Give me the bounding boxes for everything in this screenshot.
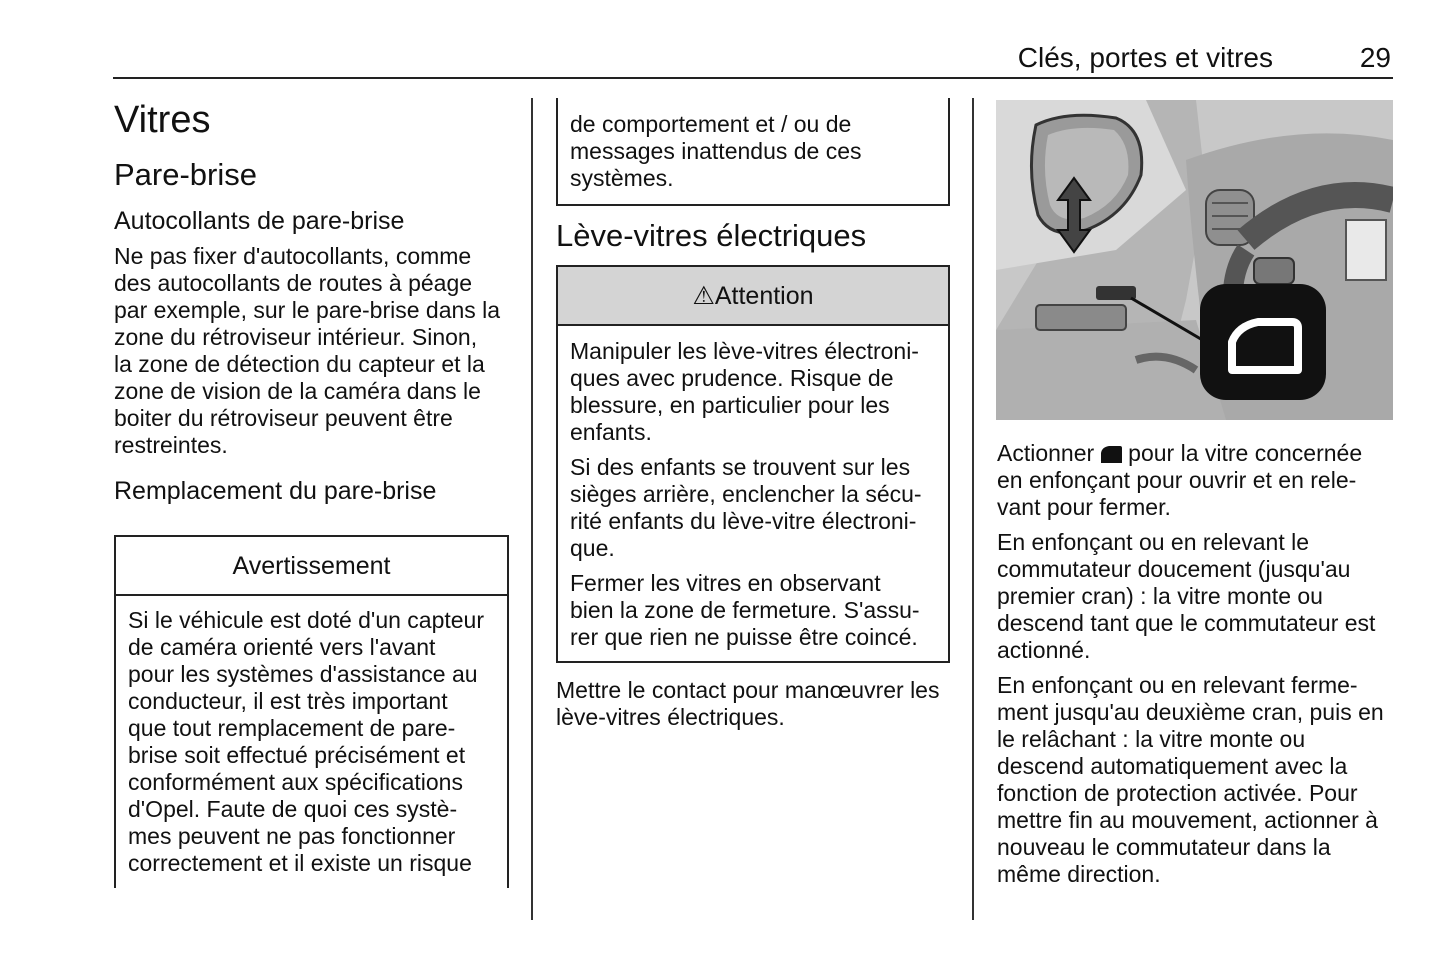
text-line: ment jusqu'au deuxième cran, puis en xyxy=(997,699,1384,725)
text-line: conformément aux spécifications xyxy=(128,769,463,795)
text-line: premier cran) : la vitre monte ou xyxy=(997,583,1323,609)
text-line: d'Opel. Faute de quoi ces systè- xyxy=(128,796,458,822)
chapter-title: Clés, portes et vitres xyxy=(1017,42,1273,73)
text-line: Manipuler les lève-vitres électroni- xyxy=(570,338,919,364)
paragraph-switch-operation xyxy=(997,440,1393,521)
power-windows-heading: Lève-vitres électriques xyxy=(556,218,867,253)
caution-paragraph xyxy=(570,338,936,446)
text-line: En enfonçant ou en relevant le xyxy=(997,529,1310,555)
paragraph-first-stop xyxy=(997,529,1393,664)
text-line: nouveau le commutateur dans la xyxy=(997,834,1331,860)
text-line: zone du rétroviseur intérieur. Sinon, xyxy=(114,324,478,350)
text-line: que. xyxy=(570,535,615,561)
text-line: rer que rien ne puisse être coincé. xyxy=(570,624,918,650)
text-actionner: Actionner xyxy=(997,440,1095,466)
window-switch-icon xyxy=(1098,444,1124,466)
column-divider-1 xyxy=(531,98,533,920)
text-line: actionné. xyxy=(997,637,1091,663)
text-line: En enfonçant ou en relevant ferme- xyxy=(997,672,1358,698)
column-divider-2 xyxy=(972,98,974,920)
column-1 xyxy=(114,98,514,506)
text-line: descend automatiquement avec la xyxy=(997,753,1348,779)
heading-windshield-stickers: Autocollants de pare-brise xyxy=(114,207,405,235)
warning-triangle-icon: ⚠ xyxy=(692,282,715,310)
text-line xyxy=(997,440,1393,467)
caution-box xyxy=(556,265,950,663)
text-line: Fermer les vitres en observant xyxy=(570,570,881,596)
text-line: en enfonçant pour ouvrir et en rele- xyxy=(997,467,1357,493)
text-line: la zone de détection du capteur et la xyxy=(114,351,485,377)
text-line: de comportement et / ou de xyxy=(570,111,852,137)
text-line: messages inattendus de ces xyxy=(570,138,862,164)
caution-box-title xyxy=(558,267,948,326)
text-line: descend tant que le commutateur est xyxy=(997,610,1376,636)
paragraph-second-stop xyxy=(997,672,1393,888)
text-line: même direction. xyxy=(997,861,1161,887)
warning-box xyxy=(114,535,509,888)
text-line: mettre fin au mouvement, actionner à xyxy=(997,807,1378,833)
text-line: des autocollants de routes à péage xyxy=(114,270,473,296)
text-line: le relâchant : la vitre monte ou xyxy=(997,726,1306,752)
caution-paragraph xyxy=(570,454,936,562)
text-line: zone de vision de la caméra dans le xyxy=(114,378,481,404)
text-line: boiter du rétroviseur peuvent être xyxy=(114,405,453,431)
text-line: pour les systèmes d'assistance au xyxy=(128,661,478,687)
paragraph-windshield-stickers xyxy=(114,243,514,459)
text-line: sièges arrière, enclencher la sécu- xyxy=(570,481,922,507)
text-line: conducteur, il est très important xyxy=(128,688,448,714)
text-line: Ne pas fixer d'autocollants, comme xyxy=(114,243,472,269)
power-window-switch-illustration xyxy=(996,100,1393,420)
warning-box-continued xyxy=(556,98,950,206)
text-line: par exemple, sur le pare-brise dans la xyxy=(114,297,501,323)
text-line: fonction de protection activée. Pour xyxy=(997,780,1358,806)
text-line: restreintes. xyxy=(114,432,228,458)
warning-box-title: Avertissement xyxy=(116,537,507,596)
power-windows-heading-wrap xyxy=(556,218,956,254)
text-line: bien la zone de fermeture. S'assu- xyxy=(570,597,920,623)
text-line: vant pour fermer. xyxy=(997,494,1171,520)
subsection-title: Pare-brise xyxy=(114,157,257,192)
paragraph-ignition xyxy=(556,677,956,731)
caution-title: Attention xyxy=(714,282,814,310)
text-line: lève-vitres électriques. xyxy=(556,704,785,730)
text-line: ques avec prudence. Risque de xyxy=(570,365,894,391)
text-line: brise soit effectué précisément et xyxy=(128,742,466,768)
text-line: commutateur doucement (jusqu'au xyxy=(997,556,1351,582)
section-title: Vitres xyxy=(114,99,211,141)
text-line: rité enfants du lève-vitre électroni- xyxy=(570,508,917,534)
column-3-text xyxy=(997,440,1393,888)
text-line: blessure, en particulier pour les xyxy=(570,392,890,418)
text-line: enfants. xyxy=(570,419,652,445)
text-window-concerned: pour la vitre concernée xyxy=(1128,440,1363,466)
heading-windshield-replacement: Remplacement du pare-brise xyxy=(114,477,437,505)
page-header xyxy=(113,40,1393,79)
text-line: que tout remplacement de pare- xyxy=(128,715,456,741)
caution-box-body xyxy=(558,326,948,651)
text-line: Si le véhicule est doté d'un capteur xyxy=(128,607,485,633)
caution-paragraph xyxy=(570,570,936,651)
text-line: mes peuvent ne pas fonctionner xyxy=(128,823,456,849)
text-line: Si des enfants se trouvent sur les xyxy=(570,454,911,480)
text-line: de caméra orienté vers l'avant xyxy=(128,634,436,660)
text-line: correctement et il existe un risque xyxy=(128,850,472,876)
warning-box-continued-body xyxy=(558,98,948,192)
warning-box-body xyxy=(116,596,507,877)
text-line: Mettre le contact pour manœuvrer les xyxy=(556,677,940,703)
text-line: systèmes. xyxy=(570,165,674,191)
page-number: 29 xyxy=(1359,42,1391,73)
